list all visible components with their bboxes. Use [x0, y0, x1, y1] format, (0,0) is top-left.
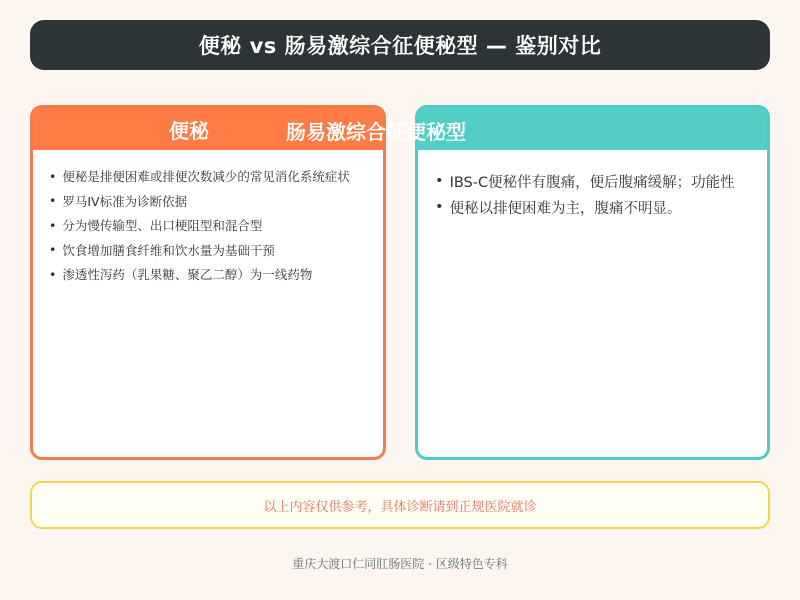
bullet-icon: •: [435, 199, 444, 215]
bullet-icon: •: [49, 266, 57, 282]
list-item: • 渗透性泻药（乳果糖、聚乙二醇）为一线药物: [49, 266, 313, 283]
bullet-icon: •: [49, 193, 57, 209]
bullet-icon: •: [49, 217, 57, 233]
constipation-card: [30, 105, 386, 460]
ibs-c-card-title: 肠易激综合征便秘型: [286, 120, 466, 144]
constipation-card-title: 便秘: [169, 118, 209, 143]
bullet-icon: •: [49, 168, 57, 184]
list-item: • 便秘是排便困难或排便次数减少的常见消化系统症状: [49, 168, 350, 185]
list-item: • 饮食增加膳食纤维和饮水量为基础干预: [49, 242, 275, 258]
bullet-icon: •: [49, 242, 57, 258]
list-item: • 分为慢传输型、出口梗阻型和混合型: [49, 217, 263, 234]
list-item: • IBS-C便秘伴有腹痛，便后腹痛缓解；功能性: [435, 173, 735, 191]
title-banner: [30, 20, 770, 70]
ibs-c-card: [415, 105, 770, 460]
list-item: • 罗马IV标准为诊断依据: [49, 193, 188, 209]
ibs-c-card-header: [418, 108, 767, 150]
page-title: 便秘 vs 肠易激综合征便秘型 — 鉴别对比: [198, 34, 602, 58]
disclaimer-text: 以上内容仅供参考，具体诊断请到正规医院就诊: [263, 499, 537, 515]
disclaimer-box: [30, 481, 770, 529]
footer-text: 重庆大渡口仁同肛肠医院 · 区级特色专科: [292, 557, 508, 571]
constipation-points-list: [33, 164, 383, 287]
ibs-c-points-list: [418, 168, 767, 220]
list-item: • 便秘以排便困难为主，腹痛不明显。: [435, 199, 682, 217]
bullet-icon: •: [435, 173, 444, 189]
